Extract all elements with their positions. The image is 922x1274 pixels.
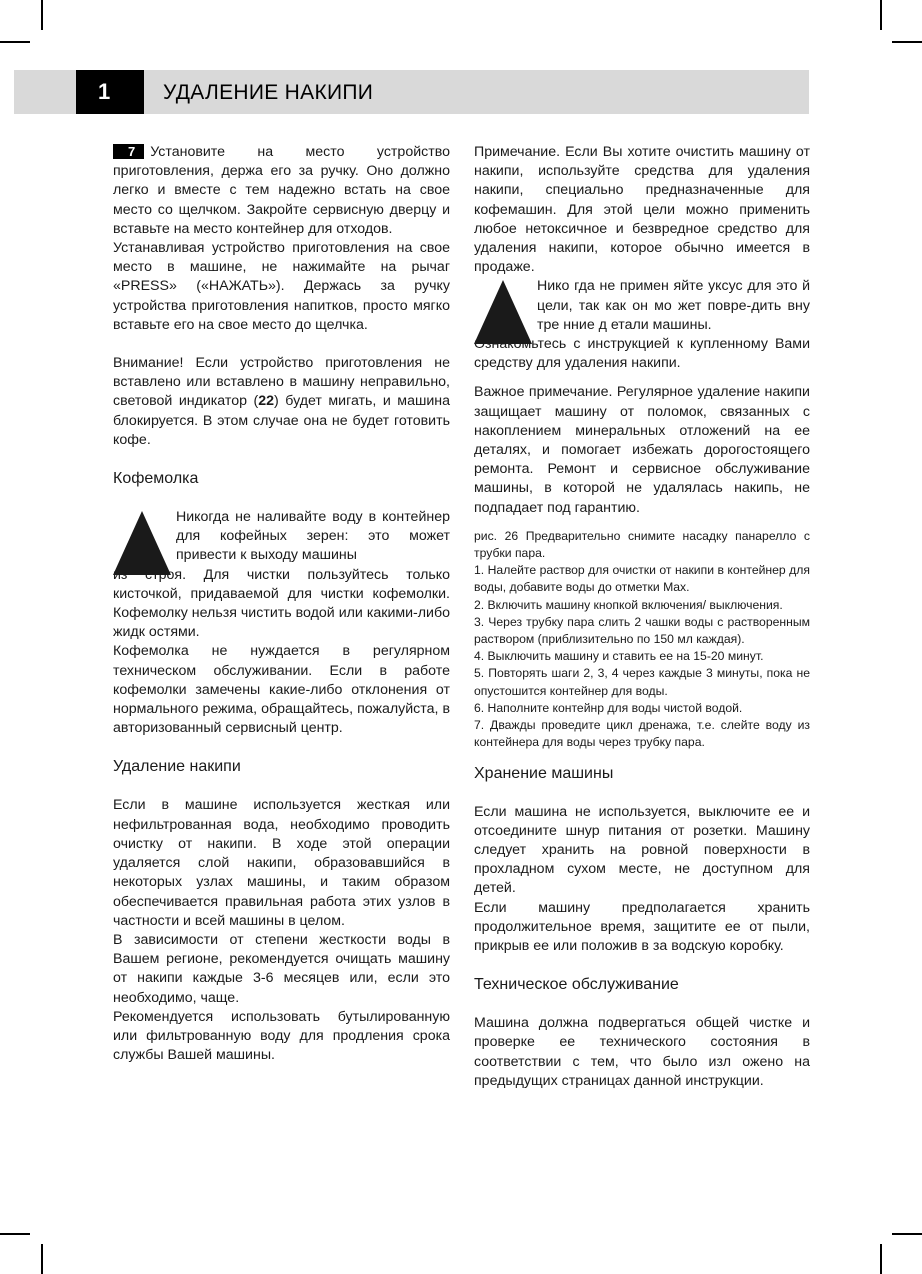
vinegar-warning-text: Нико гда не примен яйте уксус для это й цели, так как он мо жет повре-дить вну тре нние д етали машины. (537, 278, 810, 333)
figure-step: 4. Выключить машину и ставить ее на 15-20 минут. (474, 649, 764, 664)
warning-triangle-icon (113, 511, 171, 575)
indicator-number: 22 (258, 393, 275, 410)
grinder-warning-text: Никогда не наливайте воду в контейнер для кофейных зерен: это может привести к выходу машины (176, 509, 450, 564)
note-paragraph: Примечание. Если Вы хотите очистить машину от накипи, используйте средства для удаления накипи, специально предназначенные для кофемашин. Для этой цели можно применить любое нетоксичное и безвредное средство для удаления накипи, которое обычно имеется в продаже. (474, 144, 810, 276)
crop-mark-br-h (892, 1233, 922, 1235)
crop-mark-tl-h (0, 41, 30, 43)
figure-step: 2. Включить машину кнопкой включения/ выключения. (474, 597, 783, 612)
grinder-warning-block (113, 508, 450, 566)
crop-mark-bl-h (0, 1233, 30, 1235)
grinder-heading: Кофемолка (113, 470, 199, 488)
crop-mark-br-v (880, 1244, 882, 1274)
chapter-number: 1 (76, 70, 144, 114)
descaling-paragraph-1: Если в машине используется жесткая или нефильтрованная вода, необходимо проводить очистку от накипи. В ходе этой операции удаляется слой накипи, образовавшийся в некоторых узлах машины, и таким образом обеспечивается правильная работа этих узлов в частности и всей машины в целом. (113, 797, 450, 929)
figure-step: 3. Через трубку пара слить 2 чашки воды с раствоpенным раствором (приблизительно по 150 мл каждая). (474, 614, 810, 647)
crop-mark-tl-v (41, 0, 43, 30)
storage-paragraph-2: Если машину предполагается хранить продолжительное время, защитите ее от пыли, прикрыв ее или положив в за водскую коробку. (474, 899, 810, 954)
figure-step: 5. Повторять шаги 2, 3, 4 через каждые 3 минуты, пока не опустошится контейнер для воды. (474, 666, 810, 698)
left-column (113, 143, 450, 1065)
vinegar-warning-continuation: Ознакомьтесь с инструкцией к купленному Вами средству для удаления накипи. (474, 336, 810, 372)
figure-step: 1. Налейте раствор для очистки от накипи в контейнер для воды, добавите воды до отметки Max. (474, 563, 810, 595)
vinegar-warning-block (474, 277, 810, 335)
descaling-paragraph-2: В зависимости от степени жесткости воды в Вашем регионе, рекомендуется очищать машину от накипи каждые 3-6 месяцев или, если это необходимо, чаще. (113, 931, 450, 1006)
attention-paragraph (113, 354, 450, 450)
step7-paragraph (113, 143, 450, 239)
figure-step: 6. Наполните контейнр для воды чистой водой. (474, 700, 743, 715)
crop-mark-tr-v (880, 0, 882, 30)
attention-text-start: Внимание! Если устройство приготовления не вставлено или вставлено в машину неправильно, световой индикатор ( (113, 355, 450, 410)
chapter-title: УДАЛЕНИЕ НАКИПИ (163, 81, 374, 104)
crop-mark-tr-h (892, 41, 922, 43)
storage-paragraph-1: Если машина не используется, выключите ее и отсоедините шнур питания от розетки. Машину следует хранить на ровной поверхности в прохладном сухом месте, не доступном для детей. (474, 803, 810, 897)
grinder-warning-continuation: из строя. Для чистки пользуйтесь только кисточкой, придаваемой для чистки кофемолки. Кофемолку нельзя чистить водой или какими-либо жидк остями. (113, 566, 450, 641)
important-note-paragraph: Важное примечание. Регулярное удаление накипи защищает машину от поломок, связанных с накоплением минеральных отложений на ее деталях, и помогает избежать дорогостоящего ремонта. Ремонт и сервисное обслуживание машины, в которой не удалялась накипь, не подпадает под гарантию. (474, 384, 810, 516)
figure-steps-list (474, 528, 810, 752)
warning-triangle-icon (474, 280, 532, 344)
step-number-badge: 7 (113, 144, 144, 159)
crop-mark-bl-v (41, 1244, 43, 1274)
attention-text-end: ) будет мигать, и машина блокируется. В этом случае она не будет готовить кофе. (113, 393, 450, 448)
figure-step: рис. 26 Предварительно снимите насадку панарелло с трубки пара. (474, 528, 810, 561)
storage-heading: Хранение машины (474, 764, 614, 782)
maintenance-paragraph: Машина должна подвергаться общей чистке и проверке ее технического состояния в соответствии с тем, что было изл ожено на предыдущих страницах данной инструкции. (474, 1015, 810, 1089)
right-column (474, 143, 810, 1091)
install-paragraph: Устанавливая устройство приготовления на свое место в машине, не нажимайте на рычаг «PRESS» («НАЖАТЬ»). Держась за ручку устройства приготовления напитков, просто мягко вставьте его на свое место до щелчка. (113, 240, 450, 333)
maintenance-heading: Техническое обслуживание (474, 976, 679, 994)
descaling-paragraph-3: Рекомендуется использовать бутылированную или фильтрованную воду для продления срока службы Вашей машины. (113, 1008, 450, 1064)
figure-step: 7. Дважды проведите цикл дренажа, т.е. слейте воду из контейнера для воды через трубку пара. (474, 718, 810, 750)
step7-text: Установите на место устройство приготовления, держа его за ручку. Оно должно легко и вместе с тем надежно встать на свое место со щелчком. Закройте сервисную дверцу и вставьте на место контейнер для отходов. (113, 144, 450, 237)
grinder-service-paragraph: Кофемолка не нуждается в регулярном техническом обслуживании. Если в работе кофемолки замечены какие-либо отклонения от нормального режима, обращайтесь, пожалуйста, в авторизованный сервисный центр. (113, 643, 450, 737)
descaling-heading: Удаление накипи (113, 758, 241, 776)
